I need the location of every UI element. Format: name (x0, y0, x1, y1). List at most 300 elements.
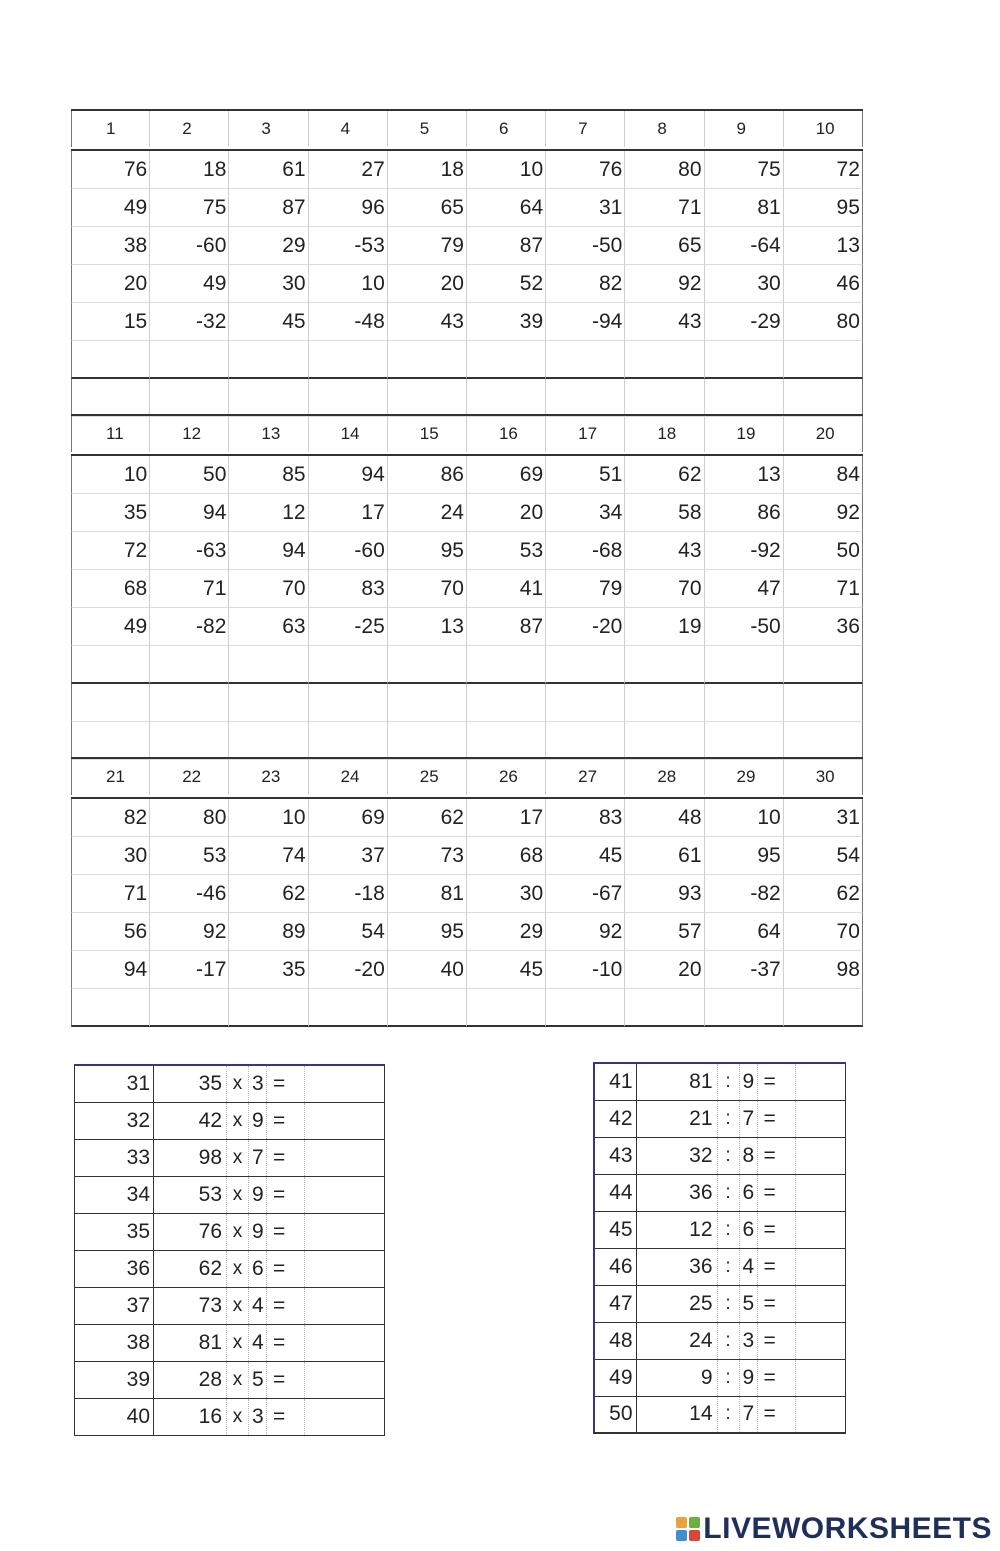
divide-sign: : (717, 1063, 739, 1100)
result-input[interactable] (796, 1288, 849, 1320)
answer-cell (388, 989, 467, 1027)
problem-number: 32 (75, 1102, 154, 1139)
value-cell: 70 (229, 570, 308, 608)
empty-cell (229, 722, 308, 760)
empty-cell (150, 379, 229, 417)
empty-cell (150, 684, 229, 722)
result-input[interactable] (305, 1253, 388, 1285)
operand-a: 24 (636, 1322, 717, 1359)
problem-number: 34 (75, 1176, 154, 1213)
column-block-1 (71, 109, 863, 417)
answer-input[interactable] (229, 648, 309, 686)
value-cell: 31 (784, 799, 863, 837)
result-input[interactable] (796, 1398, 849, 1430)
column-number: 27 (546, 759, 625, 795)
operation-row (594, 1322, 845, 1359)
answer-input[interactable] (72, 343, 151, 381)
operand-b: 6 (249, 1250, 267, 1287)
value-cell: 61 (229, 151, 308, 189)
operand-a: 53 (154, 1176, 227, 1213)
logo-mark-square (689, 1530, 700, 1541)
value-cell: 50 (150, 456, 229, 494)
value-cell: 49 (71, 189, 150, 227)
equals-sign: = (267, 1139, 305, 1176)
answer-input[interactable] (705, 343, 785, 381)
problem-number: 37 (75, 1287, 154, 1324)
value-row (71, 913, 863, 951)
value-row (71, 608, 863, 646)
value-cell: 13 (388, 608, 467, 646)
empty-cell (546, 722, 625, 760)
equals-sign: = (757, 1285, 795, 1322)
column-number: 1 (71, 111, 150, 147)
answer-cell (625, 646, 704, 684)
value-cell: 45 (467, 951, 546, 989)
value-cell: 98 (784, 951, 863, 989)
empty-cell (784, 684, 863, 722)
value-cell: 94 (150, 494, 229, 532)
operand-b: 3 (739, 1322, 757, 1359)
value-cell: 49 (150, 265, 229, 303)
value-cell: 38 (71, 227, 150, 265)
problem-number: 44 (594, 1174, 636, 1211)
answer-cell (71, 341, 150, 379)
answer-input[interactable] (72, 991, 151, 1029)
column-block-2 (71, 414, 863, 760)
operand-a: 32 (636, 1137, 717, 1174)
value-cell: 94 (71, 951, 150, 989)
column-number: 22 (150, 759, 229, 795)
value-cell: 48 (625, 799, 704, 837)
result-input[interactable] (305, 1401, 388, 1433)
answer-input[interactable] (150, 991, 230, 1029)
result-cell (795, 1063, 845, 1100)
problem-number: 42 (594, 1100, 636, 1137)
result-input[interactable] (305, 1327, 388, 1359)
problem-number: 48 (594, 1322, 636, 1359)
value-cell: -20 (309, 951, 388, 989)
value-cell: 43 (625, 532, 704, 570)
divide-sign: : (717, 1285, 739, 1322)
value-cell: 19 (625, 608, 704, 646)
value-cell: -92 (705, 532, 784, 570)
operand-b: 3 (249, 1398, 267, 1435)
answer-input[interactable] (784, 343, 864, 381)
value-cell: 82 (546, 265, 625, 303)
operand-b: 7 (739, 1396, 757, 1433)
empty-cell (546, 684, 625, 722)
result-cell (795, 1137, 845, 1174)
value-cell: 49 (71, 608, 150, 646)
operand-a: 28 (154, 1361, 227, 1398)
value-cell: -82 (705, 875, 784, 913)
value-cell: 81 (705, 189, 784, 227)
operand-a: 36 (636, 1174, 717, 1211)
answer-input[interactable] (229, 343, 309, 381)
result-input[interactable] (305, 1290, 388, 1322)
value-cell: -53 (309, 227, 388, 265)
problem-number: 41 (594, 1063, 636, 1100)
value-cell: 83 (546, 799, 625, 837)
value-cell: 10 (229, 799, 308, 837)
answer-cell (229, 989, 308, 1027)
value-cell: -50 (546, 227, 625, 265)
operation-row (75, 1176, 385, 1213)
result-input[interactable] (796, 1251, 849, 1283)
operand-b: 9 (739, 1063, 757, 1100)
operation-row (594, 1137, 845, 1174)
multiply-sign: x (227, 1213, 249, 1250)
value-cell: 20 (388, 265, 467, 303)
result-input[interactable] (305, 1216, 388, 1248)
answer-cell (388, 341, 467, 379)
value-cell: 37 (309, 837, 388, 875)
answer-input[interactable] (388, 648, 468, 686)
value-cell: 82 (71, 799, 150, 837)
answer-cell (150, 646, 229, 684)
column-number: 5 (388, 111, 467, 147)
column-number: 10 (784, 111, 863, 147)
operation-row (75, 1324, 385, 1361)
equals-sign: = (267, 1176, 305, 1213)
result-cell (795, 1248, 845, 1285)
column-number: 30 (784, 759, 863, 795)
value-cell: -18 (309, 875, 388, 913)
result-cell (305, 1250, 385, 1287)
logo-mark-square (676, 1517, 687, 1528)
column-number: 12 (150, 416, 229, 452)
value-cell: 69 (309, 799, 388, 837)
value-cell: 47 (705, 570, 784, 608)
operation-row (75, 1139, 385, 1176)
value-cell: 36 (784, 608, 863, 646)
divide-sign: : (717, 1174, 739, 1211)
value-cell: 27 (309, 151, 388, 189)
value-cell: 46 (784, 265, 863, 303)
answer-cell (229, 646, 308, 684)
value-cell: 10 (467, 151, 546, 189)
value-cell: 50 (784, 532, 863, 570)
operation-row (594, 1396, 845, 1433)
equals-sign: = (757, 1359, 795, 1396)
value-cell: 58 (625, 494, 704, 532)
logo-mark-icon (676, 1517, 700, 1541)
answer-input[interactable] (784, 648, 864, 686)
logo-mark-square (689, 1517, 700, 1528)
value-cell: -25 (309, 608, 388, 646)
equals-sign: = (757, 1174, 795, 1211)
liveworksheets-logo (676, 1512, 992, 1546)
value-cell: -17 (150, 951, 229, 989)
problem-number: 47 (594, 1285, 636, 1322)
result-cell (795, 1100, 845, 1137)
result-input[interactable] (305, 1179, 388, 1211)
result-input[interactable] (796, 1325, 849, 1357)
value-cell: 79 (388, 227, 467, 265)
value-cell: 92 (546, 913, 625, 951)
column-number: 6 (467, 111, 546, 147)
problem-number: 31 (75, 1065, 154, 1102)
answer-input[interactable] (229, 991, 309, 1029)
result-input[interactable] (796, 1103, 849, 1135)
operand-a: 25 (636, 1285, 717, 1322)
empty-cell (784, 722, 863, 760)
value-cell: 71 (71, 875, 150, 913)
value-cell: 54 (784, 837, 863, 875)
logo-text: LIVEWORKSHEETS (703, 1512, 992, 1545)
value-cell: 13 (705, 456, 784, 494)
answer-input[interactable] (546, 991, 626, 1029)
answer-input[interactable] (625, 648, 705, 686)
value-row (71, 532, 863, 570)
value-cell: 40 (388, 951, 467, 989)
empty-cell (388, 684, 467, 722)
column-number: 3 (229, 111, 308, 147)
value-cell: 86 (705, 494, 784, 532)
value-cell: 29 (467, 913, 546, 951)
value-cell: 71 (784, 570, 863, 608)
operand-a: 81 (154, 1324, 227, 1361)
value-cell: 62 (784, 875, 863, 913)
empty-cell (309, 379, 388, 417)
empty-cell (784, 379, 863, 417)
value-cell: 24 (388, 494, 467, 532)
empty-cell (467, 379, 546, 417)
value-row (71, 494, 863, 532)
value-cell: 43 (388, 303, 467, 341)
operation-row (75, 1250, 385, 1287)
value-cell: 10 (71, 456, 150, 494)
operand-a: 42 (154, 1102, 227, 1139)
value-cell: 75 (705, 151, 784, 189)
column-number: 15 (388, 416, 467, 452)
problem-number: 50 (594, 1396, 636, 1433)
multiply-sign: x (227, 1287, 249, 1324)
value-cell: 31 (546, 189, 625, 227)
result-input[interactable] (305, 1142, 388, 1174)
equals-sign: = (267, 1250, 305, 1287)
answer-input[interactable] (309, 343, 389, 381)
value-cell: 20 (625, 951, 704, 989)
result-cell (305, 1213, 385, 1250)
answer-input[interactable] (625, 991, 705, 1029)
answer-input[interactable] (546, 343, 626, 381)
value-cell: 65 (388, 189, 467, 227)
equals-sign: = (757, 1322, 795, 1359)
result-input[interactable] (305, 1364, 388, 1396)
problem-number: 36 (75, 1250, 154, 1287)
answer-input[interactable] (467, 991, 547, 1029)
operand-b: 7 (249, 1139, 267, 1176)
answer-cell (150, 341, 229, 379)
multiply-sign: x (227, 1361, 249, 1398)
value-cell: 29 (229, 227, 308, 265)
answer-cell (467, 989, 546, 1027)
empty-cell (467, 722, 546, 760)
operand-a: 98 (154, 1139, 227, 1176)
operand-a: 62 (154, 1250, 227, 1287)
result-input[interactable] (796, 1066, 849, 1098)
result-input[interactable] (305, 1068, 388, 1100)
result-input[interactable] (796, 1362, 849, 1394)
result-input[interactable] (796, 1140, 849, 1172)
value-cell: 10 (309, 265, 388, 303)
operand-b: 9 (249, 1176, 267, 1213)
value-cell: 63 (229, 608, 308, 646)
result-cell (795, 1174, 845, 1211)
value-row (71, 799, 863, 837)
answer-input[interactable] (309, 648, 389, 686)
value-cell: 70 (388, 570, 467, 608)
empty-cell (625, 379, 704, 417)
answer-cell (467, 341, 546, 379)
equals-sign: = (267, 1065, 305, 1102)
value-cell: 13 (784, 227, 863, 265)
value-row (71, 951, 863, 989)
operand-b: 9 (739, 1359, 757, 1396)
value-cell: 35 (71, 494, 150, 532)
multiply-sign: x (227, 1176, 249, 1213)
result-cell (305, 1398, 385, 1435)
result-cell (795, 1322, 845, 1359)
value-cell: 68 (71, 570, 150, 608)
answer-input[interactable] (388, 343, 468, 381)
equals-sign: = (757, 1137, 795, 1174)
value-cell: -32 (150, 303, 229, 341)
operation-row (75, 1213, 385, 1250)
empty-cell (229, 379, 308, 417)
operation-row (75, 1361, 385, 1398)
equals-sign: = (757, 1211, 795, 1248)
value-cell: 80 (150, 799, 229, 837)
operation-row (75, 1287, 385, 1324)
answer-input[interactable] (467, 648, 547, 686)
operation-row (594, 1211, 845, 1248)
multiply-sign: x (227, 1398, 249, 1435)
value-cell: 17 (467, 799, 546, 837)
empty-cell (71, 722, 150, 760)
value-cell: 45 (546, 837, 625, 875)
value-cell: -60 (309, 532, 388, 570)
answer-input[interactable] (150, 648, 230, 686)
value-cell: 61 (625, 837, 704, 875)
value-cell: 62 (229, 875, 308, 913)
problem-number: 43 (594, 1137, 636, 1174)
value-cell: 57 (625, 913, 704, 951)
value-cell: -20 (546, 608, 625, 646)
problem-number: 33 (75, 1139, 154, 1176)
value-cell: 89 (229, 913, 308, 951)
value-cell: 56 (71, 913, 150, 951)
value-cell: 41 (467, 570, 546, 608)
column-number: 23 (229, 759, 308, 795)
value-cell: 62 (625, 456, 704, 494)
value-cell: 69 (467, 456, 546, 494)
answer-input[interactable] (150, 343, 230, 381)
value-cell: 30 (229, 265, 308, 303)
answer-input[interactable] (705, 991, 785, 1029)
answer-input[interactable] (467, 343, 547, 381)
problem-number: 38 (75, 1324, 154, 1361)
result-input[interactable] (796, 1214, 849, 1246)
operation-row (594, 1285, 845, 1322)
column-number: 28 (625, 759, 704, 795)
value-cell: -64 (705, 227, 784, 265)
value-row (71, 837, 863, 875)
empty-cell (467, 684, 546, 722)
value-cell: -29 (705, 303, 784, 341)
operand-b: 3 (249, 1065, 267, 1102)
value-cell: 64 (705, 913, 784, 951)
column-number: 4 (309, 111, 388, 147)
empty-cell (71, 379, 150, 417)
answer-input[interactable] (309, 991, 389, 1029)
value-row (71, 570, 863, 608)
column-number: 24 (309, 759, 388, 795)
value-cell: 86 (388, 456, 467, 494)
answer-cell (546, 646, 625, 684)
operation-row (594, 1100, 845, 1137)
operand-b: 9 (249, 1213, 267, 1250)
value-cell: 70 (784, 913, 863, 951)
divide-sign: : (717, 1211, 739, 1248)
value-cell: 30 (71, 837, 150, 875)
value-cell: -60 (150, 227, 229, 265)
result-cell (795, 1211, 845, 1248)
column-number: 14 (309, 416, 388, 452)
value-cell: 95 (705, 837, 784, 875)
answer-cell (229, 341, 308, 379)
value-cell: 53 (467, 532, 546, 570)
column-number: 13 (229, 416, 308, 452)
problem-number: 40 (75, 1398, 154, 1435)
answer-cell (705, 341, 784, 379)
answer-input[interactable] (625, 343, 705, 381)
result-cell (795, 1285, 845, 1322)
value-cell: 65 (625, 227, 704, 265)
value-cell: 17 (309, 494, 388, 532)
divide-sign: : (717, 1359, 739, 1396)
equals-sign: = (267, 1287, 305, 1324)
result-cell (305, 1361, 385, 1398)
multiply-sign: x (227, 1324, 249, 1361)
value-cell: 84 (784, 456, 863, 494)
answer-input[interactable] (546, 648, 626, 686)
column-number: 16 (467, 416, 546, 452)
value-cell: 80 (784, 303, 863, 341)
answer-input[interactable] (388, 991, 468, 1029)
spacer-row (71, 722, 863, 760)
result-input[interactable] (796, 1177, 849, 1209)
operand-b: 4 (249, 1287, 267, 1324)
equals-sign: = (267, 1324, 305, 1361)
result-input[interactable] (305, 1105, 388, 1137)
value-cell: 45 (229, 303, 308, 341)
value-cell: 71 (150, 570, 229, 608)
empty-cell (546, 379, 625, 417)
value-cell: 20 (467, 494, 546, 532)
column-number: 7 (546, 111, 625, 147)
value-row (71, 189, 863, 227)
answer-cell (150, 989, 229, 1027)
value-cell: 95 (388, 532, 467, 570)
answer-cell (705, 646, 784, 684)
answer-input[interactable] (705, 648, 785, 686)
value-cell: 12 (229, 494, 308, 532)
answer-input[interactable] (784, 991, 864, 1029)
answer-input[interactable] (72, 648, 151, 686)
operand-b: 6 (739, 1211, 757, 1248)
